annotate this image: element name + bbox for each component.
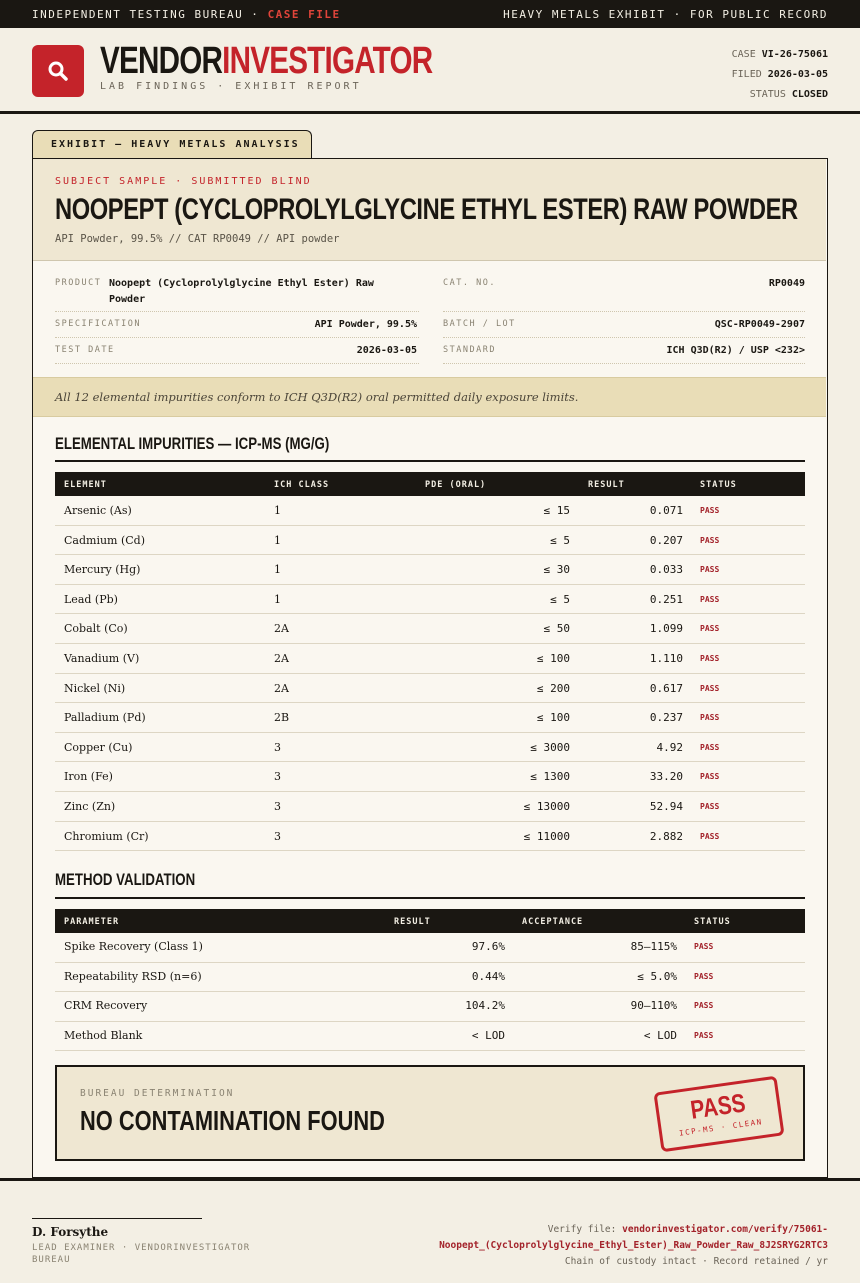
product-label: PRODUCT	[55, 278, 102, 288]
status-badge: PASS	[700, 624, 720, 634]
verify-block	[408, 1222, 828, 1270]
determination-value: NO CONTAMINATION FOUND	[80, 1105, 385, 1136]
table-row	[55, 614, 805, 644]
table-row	[55, 703, 805, 733]
element-cell: Palladium (Pd)	[64, 711, 146, 725]
ich-class-cell: 3	[274, 829, 281, 843]
catno-label: CAT. NO.	[443, 278, 496, 288]
standard-label: STANDARD	[443, 345, 496, 355]
custody-note: Chain of custody intact · Record retained / yr	[564, 1256, 828, 1267]
details-divider	[443, 363, 805, 364]
parameter-cell: CRM Recovery	[64, 999, 148, 1012]
batch-label: BATCH / LOT	[443, 319, 516, 329]
brand-wordmark[interactable]	[100, 40, 432, 83]
details-divider	[443, 337, 805, 338]
col-result: RESULT	[588, 480, 625, 490]
status-value: CLOSED	[791, 89, 828, 100]
spec-value: API Powder, 99.5%	[314, 319, 417, 330]
impurities-title: ELEMENTAL IMPURITIES — ICP-MS (MG/G)	[55, 434, 330, 453]
acceptance-cell: 90–110%	[630, 999, 677, 1012]
batch-value: QSC-RP0049-2907	[714, 319, 805, 330]
table-row	[55, 992, 805, 1022]
pde-cell: ≤ 3000	[530, 740, 570, 754]
pde-cell: ≤ 11000	[523, 829, 570, 843]
table-row	[55, 644, 805, 674]
pde-cell: ≤ 13000	[523, 800, 570, 813]
element-cell: Vanadium (V)	[64, 652, 140, 665]
conformance-text: All 12 elemental impurities conform to ICH Q3D(R2) oral permitted daily exposure limits.	[55, 390, 579, 404]
result-cell: 1.110	[649, 652, 683, 665]
details-divider	[443, 311, 805, 312]
result-cell: 0.207	[649, 533, 683, 547]
col-val-status: STATUS	[694, 917, 731, 927]
details-divider	[55, 311, 419, 312]
acceptance-cell: ≤ 5.0%	[637, 969, 677, 983]
status-badge: PASS	[694, 971, 714, 981]
element-cell: Mercury (Hg)	[64, 563, 141, 577]
test-date-value: 2026-03-05	[356, 345, 417, 356]
val-result-cell: 97.6%	[471, 940, 505, 953]
status-label: STATUS	[749, 89, 786, 100]
signature-name: D. Forsythe	[32, 1225, 109, 1239]
status-badge: PASS	[700, 654, 720, 663]
determination-panel	[55, 1065, 805, 1161]
element-cell: Cobalt (Co)	[64, 622, 128, 636]
pde-cell: ≤ 1300	[530, 770, 570, 784]
pde-cell: ≤ 100	[536, 711, 570, 725]
details-divider	[55, 363, 419, 364]
table-row	[55, 733, 805, 763]
details-divider	[55, 337, 419, 338]
logo[interactable]	[32, 45, 84, 97]
pde-cell: ≤ 30	[543, 563, 570, 577]
impurities-rule	[55, 460, 805, 462]
validation-rule	[55, 897, 805, 899]
validation-header	[55, 909, 805, 933]
element-cell: Iron (Fe)	[64, 770, 113, 784]
exhibit-card	[32, 158, 828, 1178]
brand-subtitle: LAB FINDINGS · EXHIBIT REPORT	[100, 81, 362, 92]
val-result-cell: 0.44%	[471, 969, 505, 983]
result-cell: 0.251	[649, 592, 683, 606]
test-date-label: TEST DATE	[55, 345, 115, 355]
signature-line	[32, 1218, 202, 1219]
bureau-label	[32, 8, 341, 21]
subject-summary: API Powder, 99.5% // CAT RP0049 // API powder	[55, 233, 340, 245]
status-badge: PASS	[700, 772, 720, 782]
case-value: VI-26-75061	[761, 49, 828, 60]
status-badge: PASS	[700, 831, 720, 841]
pde-cell: ≤ 5	[550, 592, 570, 606]
case-label: CASE	[731, 49, 756, 60]
result-cell: 52.94	[649, 800, 683, 813]
status-badge: PASS	[700, 535, 720, 545]
footer-rule	[0, 1178, 860, 1181]
element-cell: Zinc (Zn)	[64, 800, 116, 813]
ich-class-cell: 3	[274, 800, 281, 813]
catno-value: RP0049	[768, 278, 805, 289]
result-cell: 0.071	[649, 504, 683, 517]
stamp-sub: ICP-MS · CLEAN	[678, 1117, 764, 1138]
acceptance-cell: 85–115%	[630, 940, 677, 953]
ich-class-cell: 2A	[274, 622, 289, 636]
exhibit-public-label: HEAVY METALS EXHIBIT · FOR PUBLIC RECORD	[503, 8, 828, 21]
col-element: ELEMENT	[64, 480, 107, 490]
ich-class-cell: 1	[274, 533, 281, 547]
element-cell: Lead (Pb)	[64, 592, 118, 606]
result-cell: 0.617	[649, 681, 683, 695]
result-cell: 0.033	[649, 563, 683, 577]
pde-cell: ≤ 50	[543, 622, 570, 636]
subject-panel	[33, 159, 826, 261]
determination-label: BUREAU DETERMINATION	[80, 1088, 235, 1099]
filed-value: 2026-03-05	[767, 69, 828, 80]
ich-class-cell: 2A	[274, 652, 289, 665]
table-row	[55, 1022, 805, 1052]
ich-class-cell: 1	[274, 563, 281, 577]
site-header	[0, 28, 860, 114]
table-row	[55, 674, 805, 704]
table-row	[55, 963, 805, 993]
parameter-cell: Repeatability RSD (n=6)	[64, 969, 202, 983]
table-row	[55, 555, 805, 585]
table-row	[55, 792, 805, 822]
verify-prefix: Verify file:	[547, 1224, 623, 1235]
validation-title: METHOD VALIDATION	[55, 870, 196, 889]
col-acceptance: ACCEPTANCE	[522, 917, 584, 927]
result-cell: 33.20	[649, 770, 683, 784]
bureau-name: INDEPENDENT TESTING BUREAU ·	[32, 8, 268, 21]
status-badge: PASS	[700, 594, 720, 604]
subject-label: SUBJECT SAMPLE · SUBMITTED BLIND	[55, 176, 312, 187]
brand-part-b: INVESTIGATOR	[222, 40, 433, 82]
table-row	[55, 526, 805, 556]
col-val-result: RESULT	[394, 917, 431, 927]
status-badge: PASS	[700, 506, 720, 515]
val-result-cell: 104.2%	[465, 999, 505, 1012]
result-cell: 1.099	[649, 622, 683, 636]
table-row	[55, 496, 805, 526]
filed-label: FILED	[731, 69, 762, 80]
table-row	[55, 933, 805, 963]
signature-role: LEAD EXAMINER · VENDORINVESTIGATOR BUREAU	[32, 1243, 251, 1265]
pde-cell: ≤ 15	[543, 504, 570, 517]
element-cell: Arsenic (As)	[64, 504, 132, 517]
status-badge: PASS	[694, 1030, 714, 1040]
impurities-header	[55, 472, 805, 496]
conformance-note	[33, 377, 826, 417]
product-value: Noopept (Cycloprolylglycine Ethyl Ester) Raw Powder	[109, 278, 374, 305]
magnifier-icon	[46, 59, 70, 83]
col-ich-class: ICH CLASS	[274, 480, 330, 490]
verify-link-cont[interactable]: Noopept_(Cycloprolylglycine_Ethyl_Ester)_Raw_Powder_Raw_8J2SRYG2RTC3	[439, 1240, 828, 1251]
result-cell: 0.237	[649, 711, 683, 725]
element-cell: Chromium (Cr)	[64, 829, 149, 843]
ich-class-cell: 1	[274, 504, 281, 517]
col-parameter: PARAMETER	[64, 917, 120, 927]
status-badge: PASS	[700, 742, 720, 752]
ich-class-cell: 3	[274, 740, 281, 754]
status-badge: PASS	[700, 713, 720, 723]
standard-value: ICH Q3D(R2) / USP <232>	[666, 345, 805, 356]
col-status: STATUS	[700, 480, 737, 490]
ich-class-cell: 2B	[274, 711, 290, 725]
pde-cell: ≤ 200	[536, 681, 570, 695]
exhibit-tab: EXHIBIT — HEAVY METALS ANALYSIS	[32, 130, 312, 159]
parameter-cell: Spike Recovery (Class 1)	[64, 940, 203, 953]
element-cell: Nickel (Ni)	[64, 681, 126, 695]
col-pde: PDE (ORAL)	[425, 480, 487, 490]
top-bar	[0, 0, 860, 28]
status-badge: PASS	[700, 565, 720, 575]
pde-cell: ≤ 100	[536, 652, 570, 665]
brand-part-a: VENDOR	[100, 40, 223, 82]
pde-cell: ≤ 5	[550, 533, 570, 547]
status-badge: PASS	[694, 942, 714, 951]
table-row	[55, 822, 805, 852]
parameter-cell: Method Blank	[64, 1028, 143, 1042]
case-file-label: CASE FILE	[267, 8, 341, 21]
acceptance-cell: < LOD	[643, 1028, 677, 1042]
table-row	[55, 585, 805, 615]
subject-title: NOOPEPT (CYCLOPROLYLGLYCINE ETHYL ESTER) RAW POWDER	[55, 193, 798, 226]
stamp-main: PASS	[688, 1087, 748, 1125]
verify-link[interactable]: vendorinvestigator.com/verify/75061-	[622, 1224, 828, 1235]
spec-label: SPECIFICATION	[55, 319, 142, 329]
status-badge: PASS	[694, 1001, 714, 1010]
result-cell: 2.882	[649, 829, 683, 843]
status-badge: PASS	[700, 683, 720, 693]
element-cell: Copper (Cu)	[64, 740, 133, 754]
status-badge: PASS	[700, 802, 720, 811]
ich-class-cell: 3	[274, 770, 281, 784]
val-result-cell: < LOD	[471, 1028, 505, 1042]
case-meta	[732, 45, 828, 105]
ich-class-cell: 2A	[274, 681, 289, 695]
ich-class-cell: 1	[274, 592, 281, 606]
result-cell: 4.92	[656, 740, 683, 754]
pass-stamp	[653, 1076, 784, 1153]
element-cell: Cadmium (Cd)	[64, 533, 146, 547]
table-row	[55, 762, 805, 792]
